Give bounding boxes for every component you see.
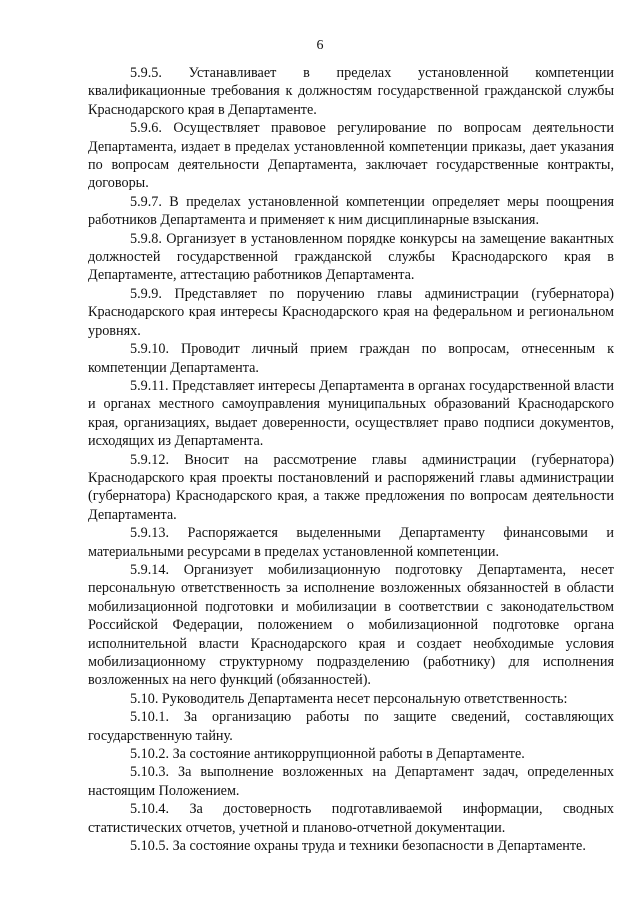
paragraph-5-10-1: 5.10.1. За организацию работы по защите сведений, составляющих государственную тайну. <box>88 709 614 744</box>
paragraph-5-9-6: 5.9.6. Осуществляет правовое регулирование по вопросам деятельности Департамента, издает в пределах установленной компетенции приказы, дает указания по вопросам деятельности Департамента, заключает государственные контракты, договоры. <box>88 120 614 192</box>
paragraph-5-9-10: 5.9.10. Проводит личный прием граждан по вопросам, отнесенным к компетенции Департамента. <box>88 341 614 376</box>
paragraph-5-9-12: 5.9.12. Вносит на рассмотрение главы администрации (губернатора) Краснодарского края проекты постановлений и распоряжений главы администрации (губернатора) Краснодарского края, а также предложения по вопросам деятельности Департамента. <box>88 451 614 523</box>
paragraph-5-10: 5.10. Руководитель Департамента несет персональную ответственность: <box>130 690 568 707</box>
paragraph-5-9-14: 5.9.14. Организует мобилизационную подготовку Департамента, несет персональную ответственность за исполнение возложенных обязанностей в области мобилизационной подготовки и мобилизации в соответствии с законодательством Российской Федерации, положением о мобилизационной подготовке органа исполнительной власти Краснодарского края и создает необходимые условия мобилизационному структурному подразделению (работнику) для исполнения возложенных на него функций (обязанностей). <box>88 561 614 689</box>
paragraph-5-10-2: 5.10.2. За состояние антикоррупционной работы в Департаменте. <box>130 746 525 763</box>
paragraph-5-10-3: 5.10.3. За выполнение возложенных на Департамент задач, определенных настоящим Положением. <box>88 764 614 799</box>
paragraph-5-9-11: 5.9.11. Представляет интересы Департамента в органах государственной власти и органах местного самоуправления муниципальных образований Краснодарского края, организациях, выдает доверенности, осуществляет право подписи документов, исходящих из Департамента. <box>88 377 614 450</box>
paragraph-5-9-7: 5.9.7. В пределах установленной компетенции определяет меры поощрения работников Департамента и применяет к ним дисциплинарные взыскания. <box>88 193 614 229</box>
document-body <box>88 64 614 855</box>
paragraph-5-9-5: 5.9.5. Устанавливает в пределах установленной компетенции квалификационные требования к должностям государственной гражданской службы Краснодарского края в Департаменте. <box>88 65 614 118</box>
page-number: 6 <box>316 38 324 53</box>
paragraph-5-10-4: 5.10.4. За достоверность подготавливаемой информации, сводных статистических отчетов, учетной и планово-отчетной документации. <box>88 801 614 836</box>
paragraph-5-9-9: 5.9.9. Представляет по поручению главы администрации (губернатора) Краснодарского края интересы Краснодарского края на федеральном и региональном уровнях. <box>88 285 614 339</box>
paragraph-5-9-13: 5.9.13. Распоряжается выделенными Департаменту финансовыми и материальными ресурсами в пределах установленной компетенции. <box>88 525 614 560</box>
paragraph-5-10-5: 5.10.5. За состояние охраны труда и техники безопасности в Департаменте. <box>130 838 586 855</box>
paragraph-5-9-8: 5.9.8. Организует в установленном порядке конкурсы на замещение вакантных должностей государственной гражданской службы Краснодарского края в Департаменте, аттестацию работников Департамента. <box>88 230 614 284</box>
